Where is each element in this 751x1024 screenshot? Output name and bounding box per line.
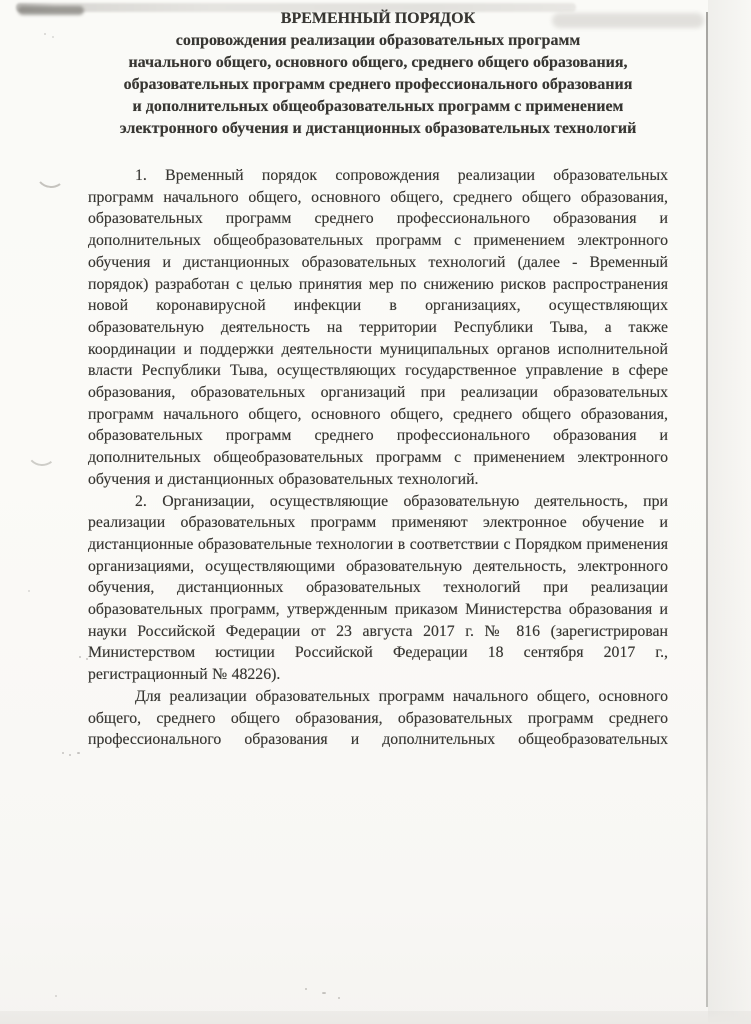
scan-speck [69, 754, 71, 756]
scanner-top-dark-smudge [18, 6, 84, 15]
scan-speck [322, 992, 326, 994]
scan-speck [62, 752, 64, 754]
scan-speck [305, 988, 307, 990]
doc-title-line-2: сопровождения реализации образовательных программ [175, 32, 581, 49]
scan-speck [79, 656, 81, 658]
paragraph-1: 1. Временный порядок сопровождения реализации образовательных программ начального общего, основного общего, среднего общего образования, образовательных программ среднего профессионального образования и дополнительных общеобразовательных программ с применением электронного обучения и дистанционных образовательных технологий (далее - Временный порядок) разработан с целью принятия мер по снижению рисков распространения новой коронавирусной инфекции в организациях, осуществляющих образовательную деятельность на территории Республики Тыва, а также координации и поддержки деятельности муниципальных органов исполнительной власти Республики Тыва, осуществляющих государственное управление в сфере образования, образовательных организаций при реализации образовательных программ начального общего, основного общего, среднего общего образования, образовательных программ среднего профессионального образования и дополнительных общеобразовательных программ с применением электронного обучения и дистанционных образовательных технологий. [88, 167, 668, 488]
margin-crescent-mark [26, 437, 58, 467]
document-body [88, 8, 668, 751]
scan-speck [338, 997, 340, 999]
doc-title-line-4: образовательных программ среднего профессионального образования [123, 76, 633, 93]
page-edge-shade [708, 0, 751, 1024]
doc-title-line-1: ВРЕМЕННЫЙ ПОРЯДОК [280, 10, 476, 27]
scan-speck [28, 590, 30, 592]
scan-speck [77, 752, 80, 754]
scan-speck [55, 995, 57, 997]
doc-title-line-6: электронного обучения и дистанционных образовательных технологий [119, 120, 637, 137]
doc-title-line-3: начального общего, основного общего, среднего общего образования, [128, 54, 628, 71]
margin-crescent-mark [35, 159, 68, 190]
scan-speck [44, 33, 46, 35]
doc-title-line-5: и дополнительных общеобразовательных программ с применением [132, 98, 624, 115]
paragraph-3: Для реализации образовательных программ начального общего, основного общего, среднего общего образования, образовательных программ среднего профессионального образования и дополнительных общеобразовательных [88, 687, 668, 749]
scan-speck [52, 36, 54, 38]
paragraph-2: 2. Организации, осуществляющие образовательную деятельность, при реализации образовательных программ применяют электронное обучение и дистанционные образовательные технологии в соответствии с Порядком применения организациями, осуществляющими образовательную деятельность, электронного обучения, дистанционных образовательных технологий при реализации образовательных программ, утвержденным приказом Министерства образования и науки Российской Федерации от 23 августа 2017 г. № 816 (зарегистрирован Министерством юстиции Российской Федерации 18 сентября 2017 г., регистрационный № 48226). [88, 492, 668, 684]
scanner-bottom-shadow [0, 1011, 751, 1024]
document-title-block [88, 8, 668, 140]
